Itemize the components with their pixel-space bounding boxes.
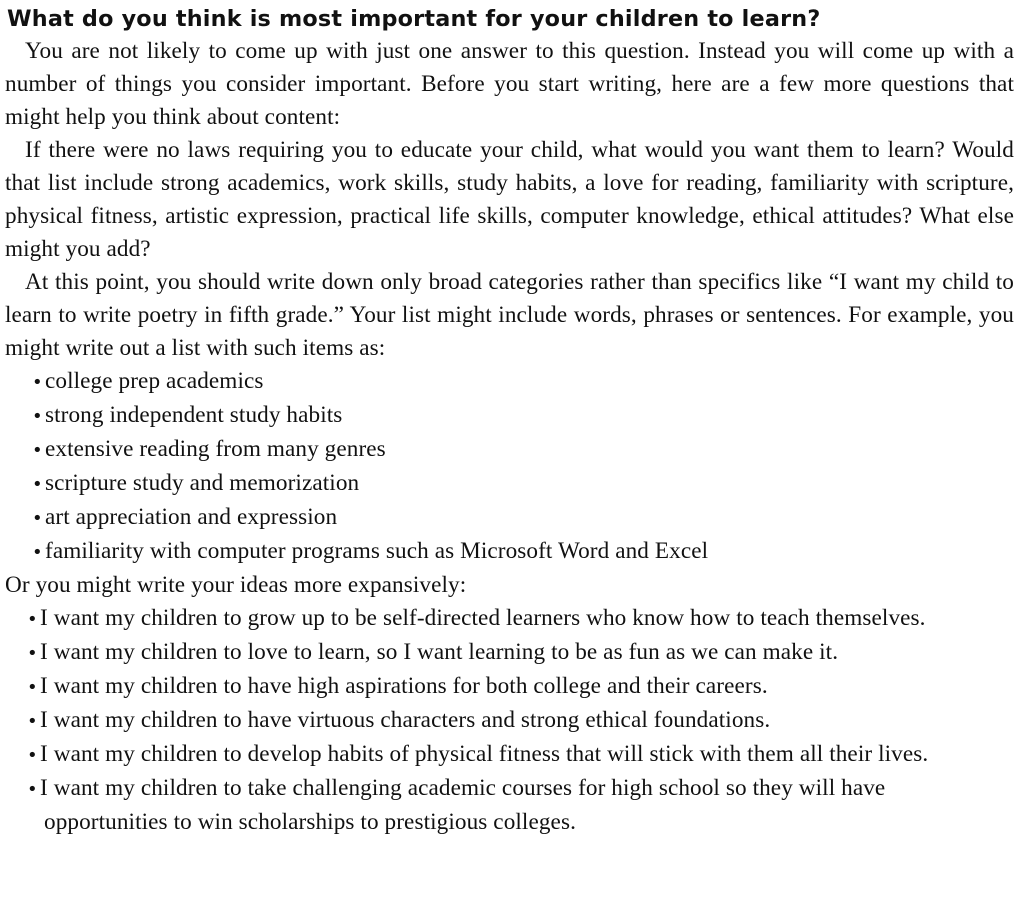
list-item-text: art appreciation and expression	[45, 504, 338, 530]
list-item-text: I want my children to love to learn, so I want learning to be as fun as we can make it.	[40, 639, 839, 665]
list-item	[32, 433, 1014, 467]
section-heading: What do you think is most important for your children to learn?	[7, 6, 821, 32]
list-item	[27, 636, 1014, 670]
bullet-icon: •	[32, 406, 43, 427]
list-item	[27, 704, 1014, 738]
list-item-text: extensive reading from many genres	[45, 436, 386, 462]
list-item-text: strong independent study habits	[45, 402, 343, 428]
questions-paragraph: If there were no laws requiring you to educate your child, what would you want them to learn? Would that list include strong academics, work skills, study habits, a love for reading, familiarity with scripture, physical fitness, artistic expression, practical life skills, computer knowledge, ethical attitudes? What else might you add?	[5, 137, 1014, 262]
transition-text: Or you might write your ideas more expansively:	[5, 572, 467, 598]
bullet-icon: •	[27, 677, 38, 698]
list-item-text: I want my children to take challenging academic courses for high school so they will have opportunities to win scholarships to prestigious colleges.	[40, 775, 886, 835]
list-item	[32, 501, 1014, 535]
list-item	[27, 602, 1014, 636]
list-item	[32, 467, 1014, 501]
bullet-icon: •	[27, 711, 38, 732]
list-item-text: I want my children to have virtuous characters and strong ethical foundations.	[40, 707, 771, 733]
list-item	[27, 738, 1014, 772]
list-item-text: I want my children to develop habits of physical fitness that will stick with them all their lives.	[40, 741, 929, 767]
bullet-icon: •	[27, 609, 38, 630]
bullet-icon: •	[32, 372, 43, 393]
expansive-ideas-list	[5, 602, 1014, 839]
list-item-text: college prep academics	[45, 368, 264, 394]
bullet-icon: •	[32, 542, 43, 563]
bullet-icon: •	[32, 508, 43, 529]
short-ideas-list	[5, 365, 1014, 569]
list-item-text: I want my children to grow up to be self-directed learners who know how to teach themselves.	[40, 605, 926, 631]
list-item-text: I want my children to have high aspirations for both college and their careers.	[40, 673, 768, 699]
bullet-icon: •	[32, 474, 43, 495]
intro-paragraph: You are not likely to come up with just one answer to this question. Instead you will come up with a number of things you consider important. Before you start writing, here are a few more questions that might help you think about content:	[5, 38, 1014, 130]
bullet-icon: •	[27, 779, 38, 800]
list-item	[27, 670, 1014, 704]
list-item	[32, 365, 1014, 399]
list-item	[27, 772, 1014, 839]
bullet-icon: •	[32, 440, 43, 461]
broad-categories-paragraph: At this point, you should write down only broad categories rather than specifics like “I want my child to learn to write poetry in fifth grade.” Your list might include words, phrases or sentences. For example, you might write out a list with such items as:	[5, 269, 1014, 361]
list-item-text: familiarity with computer programs such as Microsoft Word and Excel	[45, 538, 709, 564]
list-item	[32, 399, 1014, 433]
bullet-icon: •	[27, 643, 38, 664]
list-item-text: scripture study and memorization	[45, 470, 360, 496]
list-item	[32, 535, 1014, 569]
bullet-icon: •	[27, 745, 38, 766]
